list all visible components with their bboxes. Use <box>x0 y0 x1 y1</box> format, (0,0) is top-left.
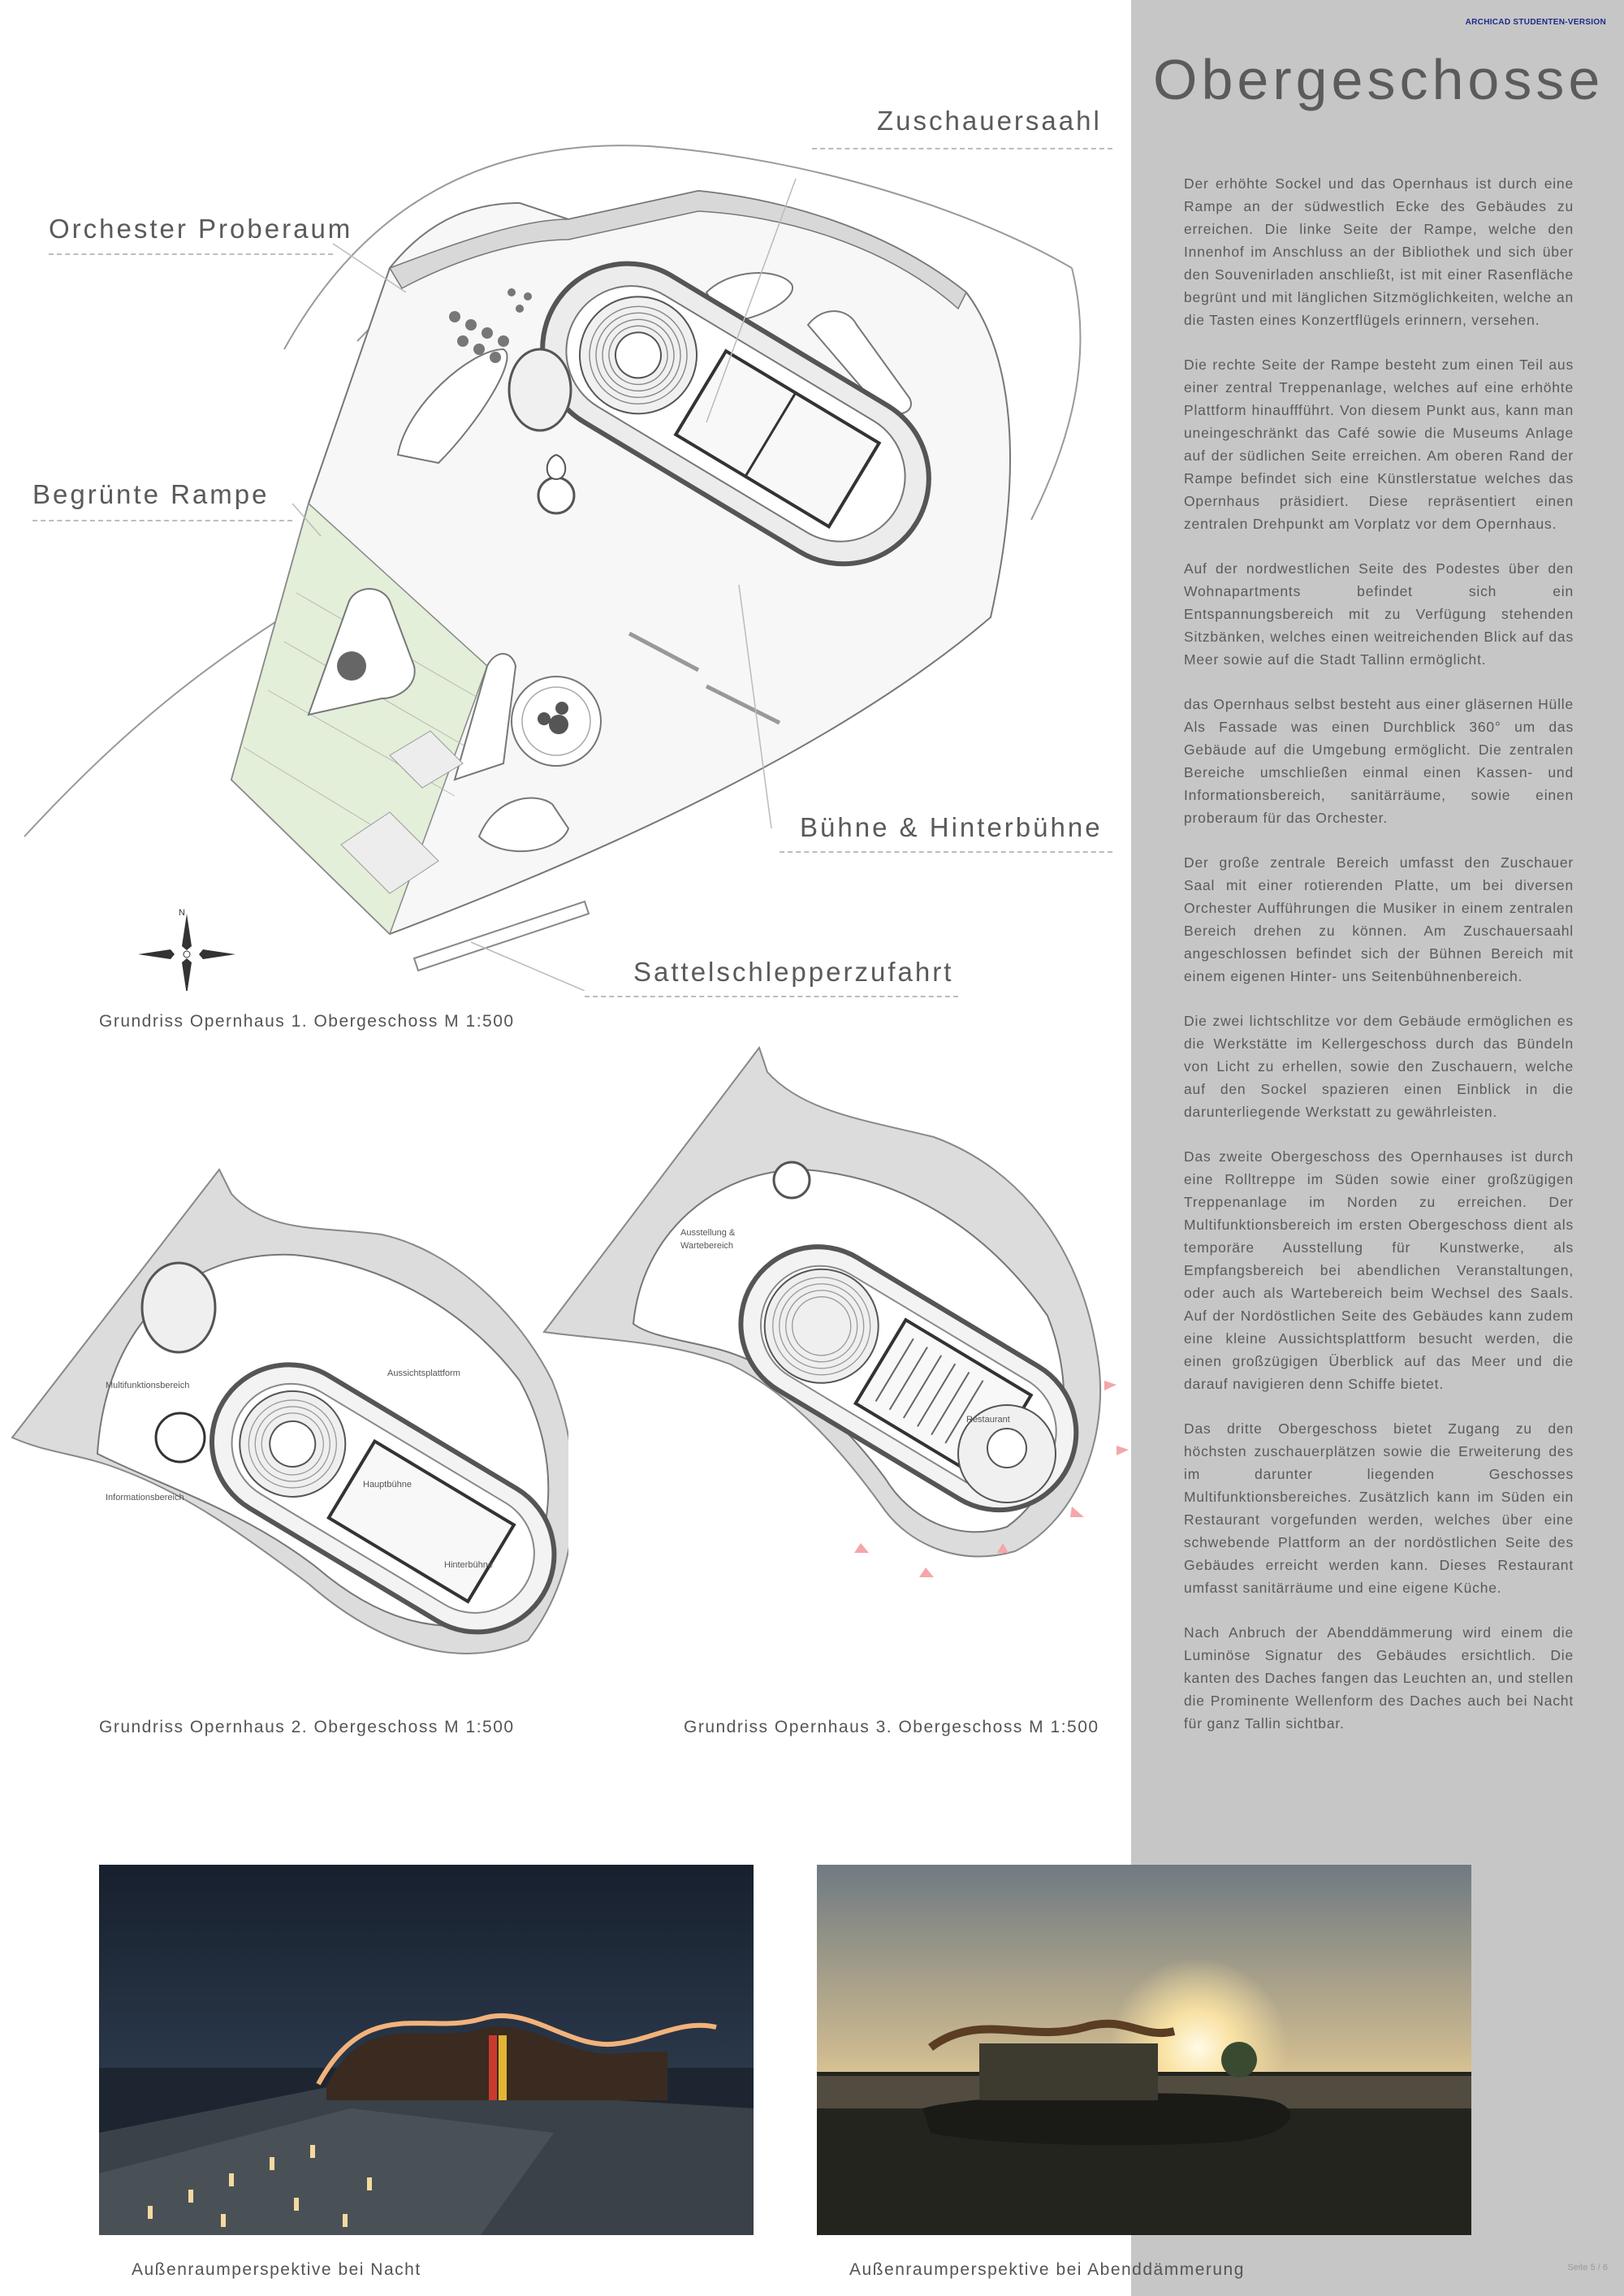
label-hauptbuehne: Hauptbühne <box>363 1480 412 1490</box>
description-text <box>1184 172 1574 1757</box>
label-multifunktionsbereich: Multifunktionsbereich <box>106 1381 190 1390</box>
label-underline <box>49 253 333 255</box>
caption-plan-2: Grundriss Opernhaus 2. Obergeschoss M 1:500 <box>99 1718 515 1736</box>
label-underline <box>812 148 1112 149</box>
paragraph: Nach Anbruch der Abenddämmerung wird einem die Luminöse Signatur des Gebäudes ersichtlich. Die kanten des Daches fangen das Leuchten an, und stellen die Prominente Wellenform des Daches auch bei Nacht für ganz Tallin sichtbar. <box>1184 1624 1574 1732</box>
label-sattelschlepperzufahrt: Sattelschlepperzufahrt <box>633 957 954 987</box>
paragraph: Der erhöhte Sockel und das Opernhaus ist durch eine Rampe an der südwestlich Ecke des Gebäudes zu erreichen. Die linke Seite der Rampe, welche den Innenhof im Anschluss an der Bibliothek und sich über den Souvenirladen anschließt, ist mit einer Rasenfläche begrünt und mit länglichen Sitzmöglichkeiten, welche an die Tasten eines Konzertflügels erinnern, versehen. <box>1184 175 1574 328</box>
render-dusk <box>817 1865 1471 2235</box>
page-number: Seite 5 / 6 <box>1567 2263 1608 2272</box>
tree-icon <box>337 651 366 681</box>
label-buehne: Bühne & Hinterbühne <box>800 812 1103 842</box>
label-hinterbuehne: Hinterbühne <box>444 1560 493 1570</box>
floor-plan-2 <box>0 1137 568 1689</box>
paragraph: Das zweite Obergeschoss des Opernhauses ist durch eine Rolltreppe im Süden sowie einer großzügigen Treppenanlage im Norden zu erreichen. Der Multifunktionsbereich im ersten Obergeschoss dient als temporäre Ausstellung für Kunstwerke, als Empfangsbereich bei abendlichen Veranstaltungen, oder auch als Wartebereich beim Wechsel des Saals. Auf der Nordöstlichen Seite des Gebäudes kann zudem eine kleine Aussichtsplattform besucht werden, die einen großzügigen Überblick auf das Meer und die darauf navigieren denn Schiffe bietet. <box>1184 1148 1574 1392</box>
caption-plan-3: Grundriss Opernhaus 3. Obergeschoss M 1:500 <box>684 1718 1099 1736</box>
label-zuschauersaal: Zuschauersaahl <box>877 106 1102 136</box>
paragraph: das Opernhaus selbst besteht aus einer gläsernen Hülle Als Fassade was einen Durchblick 360° um das Gebäude auf die Umgebung ermöglicht. Die zentralen Bereiche umschließen einmal einen Kassen- und Informationsbereich, sanitärräume, sowie einen proberaum für das Orchester. <box>1184 696 1574 826</box>
version-stamp: ARCHICAD STUDENTEN-VERSION <box>1465 18 1606 27</box>
paragraph: Die rechte Seite der Rampe besteht zum einen Teil aus einer zentral Treppenanlage, welches auf eine erhöhte Plattform hinauffführt. Von diesem Punkt aus, kann man uneingeschränkt das Café sowie die Museums Anlage auf der südlichen Seite erreichen. Am oberen Rand der Rampe befindet sich eine Künstlerstatue welches das Opernhaus präsidiert. Diese repräsentiert einen zentralen Drehpunkt am Vorplatz vor dem Opernhaus. <box>1184 357 1574 532</box>
label-wartebereich: Wartebereich <box>680 1241 734 1251</box>
label-ausstellung: Ausstellung & <box>680 1228 736 1238</box>
label-informationsbereich: Informationsbereich <box>106 1493 184 1503</box>
north-label: N <box>179 908 185 918</box>
label-underline <box>585 996 958 997</box>
label-restaurant: Restaurant <box>966 1415 1010 1425</box>
paragraph: Das dritte Obergeschoss bietet Zugang zu den höchsten zuschauerplätzen sowie die Erweiterung des im darunter liegenden Geschosses Multifunktionsbereiches. Zusätzlich kann im Süden ein Restaurant vorgefunden werden, welches über eine schwebende Plattform an der nordöstlichen Seite des Gebäudes erreicht werden kann. Dieses Restaurant umfasst sanitärräume und eine eigene Küche. <box>1184 1420 1574 1596</box>
floor-plan-3 <box>536 1040 1137 1592</box>
page-title: Obergeschosse <box>1153 48 1605 111</box>
render-night <box>99 1865 754 2235</box>
floor-plan-1 <box>0 130 1121 991</box>
paragraph: Der große zentrale Bereich umfasst den Zuschauer Saal mit einer rotierenden Platte, um bei diversen Orchester Aufführungen die Musiker in einem zentralen Bereich drehen zu können. Am Zuschauersaahl angeschlossen befindet sich der Bühnen Bereich mit einem eigenen Hinter- uns Seitenbühnenbereich. <box>1184 854 1574 984</box>
label-begruente-rampe: Begrünte Rampe <box>32 479 270 509</box>
caption-plan-1: Grundriss Opernhaus 1. Obergeschoss M 1:500 <box>99 1012 515 1031</box>
label-underline <box>32 520 292 521</box>
caption-render-dusk: Außenraumperspektive bei Abenddämmerung <box>849 2260 1245 2279</box>
label-orchester-proberaum: Orchester Proberaum <box>49 214 353 244</box>
label-underline <box>780 851 1112 853</box>
caption-render-night: Außenraumperspektive bei Nacht <box>132 2260 421 2279</box>
north-arrow-icon <box>138 914 235 991</box>
paragraph: Die zwei lichtschlitze vor dem Gebäude ermöglichen es die Werkstätte im Kellergeschoss durch das Bündeln von Licht zu erhellen, sowie den Zuschauern, welche auf den Sockel spazieren einen Einblick in die darunterliegende Werkstatt zu gewährleisten. <box>1184 1013 1574 1120</box>
paragraph: Auf der nordwestlichen Seite des Podestes über den Wohnapartments befindet sich ein Entspannungsbereich mit zu Verfügung stehenden Sitzbänken, welches einen weitreichenden Blick auf das Meer sowie auf die Stadt Tallinn ermöglicht. <box>1184 560 1574 668</box>
label-aussichtsplattform: Aussichtsplattform <box>387 1369 460 1378</box>
